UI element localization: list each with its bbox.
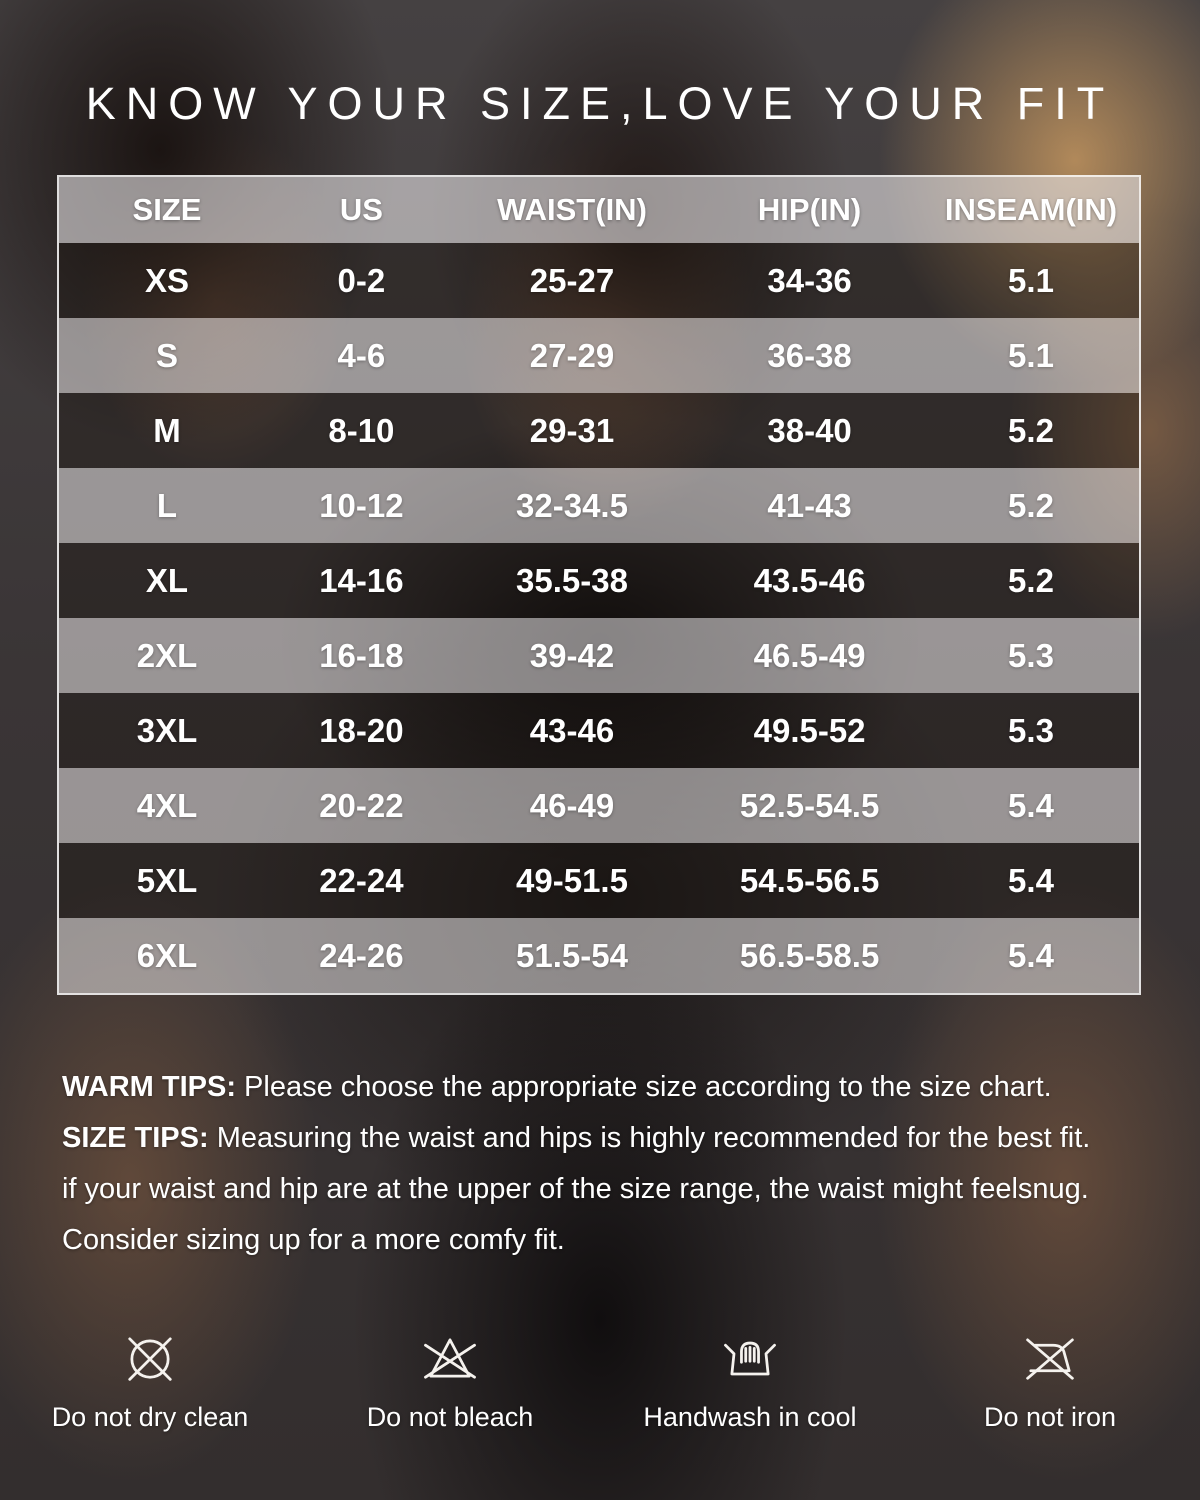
cell-us: 8-10 [328, 411, 395, 449]
table-body [59, 243, 1139, 993]
cell-size: XL [145, 561, 189, 599]
column-header-waist: WAIST(IN) [497, 192, 647, 227]
do-not-dry-clean-icon [118, 1326, 182, 1390]
cell-waist: 32-34.5 [516, 486, 628, 524]
size-row-2xl [59, 618, 1139, 693]
size-row-5xl [59, 843, 1139, 918]
column-header-size: SIZE [132, 192, 202, 227]
cell-inseam: 5.4 [1008, 786, 1054, 824]
tips-section [62, 1062, 1142, 1266]
cell-inseam: 5.1 [1008, 336, 1054, 374]
cell-hip: 41-43 [767, 486, 852, 524]
cell-waist: 29-31 [529, 411, 615, 449]
size-chart-table [57, 175, 1141, 995]
cell-us: 22-24 [319, 861, 404, 899]
cell-us: 10-12 [319, 486, 404, 524]
table-header-row [59, 177, 1139, 243]
cell-waist: 27-29 [529, 336, 615, 374]
size-row-3xl [59, 693, 1139, 768]
cell-waist: 25-27 [529, 261, 615, 299]
cell-waist: 43-46 [529, 711, 615, 749]
cell-inseam: 5.2 [1008, 561, 1054, 599]
cell-size: 3XL [136, 711, 198, 749]
care-instructions [0, 1326, 1200, 1433]
cell-us: 20-22 [319, 786, 404, 824]
care-do-not-bleach [300, 1326, 600, 1433]
care-handwash-in-cool [600, 1326, 900, 1433]
handwash-in-cool-icon [718, 1326, 782, 1390]
cell-us: 0-2 [337, 261, 386, 299]
care-label: Handwash in cool [643, 1402, 857, 1432]
column-header-inseam: INSEAM(IN) [944, 192, 1118, 227]
cell-hip: 43.5-46 [753, 561, 866, 599]
size-row-s [59, 318, 1139, 393]
column-header-hip: HIP(IN) [757, 192, 862, 227]
cell-size: 2XL [136, 636, 198, 674]
size-tips-line [62, 1113, 1142, 1164]
size-tips-text: Measuring the waist and hips is highly recommended for the best fit. [208, 1122, 1091, 1154]
cell-size: 5XL [136, 861, 198, 899]
cell-waist: 51.5-54 [516, 936, 628, 974]
size-row-4xl [59, 768, 1139, 843]
care-label: Do not dry clean [51, 1402, 249, 1432]
warm-tips-text: Please choose the appropriate size according to the size chart. [236, 1071, 1052, 1103]
cell-waist: 49-51.5 [516, 861, 628, 899]
size-tips-continuation-1: if your waist and hip are at the upper of the size range, the waist might feelsnug. [62, 1173, 1089, 1205]
cell-us: 24-26 [319, 936, 404, 974]
cell-inseam: 5.1 [1008, 261, 1054, 299]
cell-size: 4XL [136, 786, 198, 824]
cell-hip: 34-36 [767, 261, 852, 299]
cell-inseam: 5.3 [1008, 711, 1054, 749]
cell-us: 18-20 [319, 711, 404, 749]
do-not-bleach-icon [418, 1326, 482, 1390]
size-row-xs [59, 243, 1139, 318]
cell-hip: 36-38 [767, 336, 852, 374]
warm-tips-line [62, 1062, 1142, 1113]
cell-size: S [155, 336, 178, 374]
cell-hip: 49.5-52 [753, 711, 866, 749]
size-tips-continuation-2: Consider sizing up for a more comfy fit. [62, 1224, 565, 1256]
cell-size: L [156, 486, 178, 524]
cell-inseam: 5.2 [1008, 486, 1054, 524]
size-tips-label: SIZE TIPS: [62, 1122, 209, 1154]
size-row-m [59, 393, 1139, 468]
cell-hip: 52.5-54.5 [739, 786, 880, 824]
cell-size: XS [144, 261, 190, 299]
care-do-not-dry-clean [0, 1326, 300, 1433]
size-row-6xl [59, 918, 1139, 993]
warm-tips-label: WARM TIPS: [62, 1071, 236, 1103]
column-header-us: US [339, 192, 383, 227]
cell-hip: 56.5-58.5 [739, 936, 880, 974]
cell-inseam: 5.4 [1008, 861, 1054, 899]
cell-us: 16-18 [319, 636, 404, 674]
cell-hip: 54.5-56.5 [739, 861, 880, 899]
cell-waist: 39-42 [529, 636, 615, 674]
do-not-iron-icon [1018, 1326, 1082, 1390]
care-do-not-iron [900, 1326, 1200, 1433]
page-title: KNOW YOUR SIZE,LOVE YOUR FIT [85, 78, 1115, 129]
cell-inseam: 5.4 [1008, 936, 1054, 974]
cell-hip: 38-40 [767, 411, 852, 449]
care-label: Do not bleach [366, 1402, 534, 1432]
cell-inseam: 5.2 [1008, 411, 1054, 449]
cell-waist: 35.5-38 [516, 561, 628, 599]
cell-size: M [153, 411, 181, 449]
cell-us: 14-16 [319, 561, 404, 599]
cell-inseam: 5.3 [1008, 636, 1054, 674]
size-row-xl [59, 543, 1139, 618]
care-label: Do not iron [983, 1402, 1117, 1432]
cell-waist: 46-49 [529, 786, 615, 824]
cell-size: 6XL [136, 936, 198, 974]
size-row-l [59, 468, 1139, 543]
cell-us: 4-6 [337, 336, 386, 374]
cell-hip: 46.5-49 [753, 636, 866, 674]
